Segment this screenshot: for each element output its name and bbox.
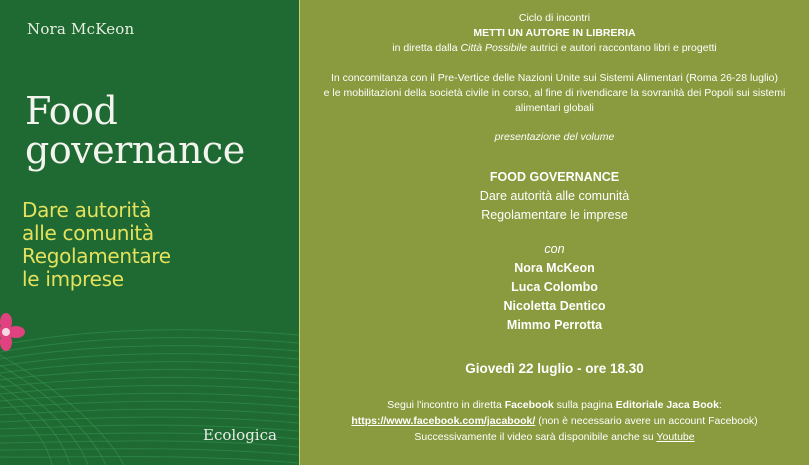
presentation-label: presentazione del volume [494, 131, 615, 143]
cycle-label: Ciclo di incontri [518, 12, 591, 24]
cover-series: Ecologica [203, 426, 277, 444]
cover-subtitle-line: Dare autorità [22, 198, 152, 222]
cover-title-line: Food [25, 89, 118, 133]
context-line: alimentari globali [515, 102, 594, 114]
live-line [300, 42, 809, 54]
speaker-name: Mimmo Perrotta [506, 318, 603, 332]
live-prefix: in diretta dalla [392, 42, 461, 54]
flower-logo-icon [0, 312, 26, 352]
follow-prefix: Segui l'incontro in diretta [387, 399, 505, 411]
event-datetime: Giovedì 22 luglio - ore 18.30 [465, 361, 644, 376]
book-subtitle: Dare autorità alle comunità [479, 189, 630, 203]
book-cover [0, 0, 299, 465]
cover-subtitle-line: alle comunità [22, 221, 154, 245]
live-venue: Città Possibile [460, 42, 528, 54]
book-title: FOOD GOVERNANCE [489, 170, 620, 184]
event-info [300, 0, 809, 465]
speaker-name: Nicoletta Dentico [503, 299, 606, 313]
facebook-line [300, 415, 809, 427]
cover-author: Nora McKeon [27, 20, 135, 38]
follow-line [300, 399, 809, 411]
follow-page: Editoriale Jaca Book [615, 399, 719, 411]
follow-mid: sulla pagina [553, 399, 616, 411]
follow-suffix: : [718, 399, 722, 411]
cover-subtitle [22, 199, 171, 291]
with-label: con [544, 242, 565, 256]
speaker-name: Nora McKeon [514, 261, 595, 275]
follow-platform: Facebook [504, 399, 554, 411]
facebook-note: (non è necessario avere un account Facebook) [535, 415, 758, 427]
book-subtitle: Regolamentare le imprese [481, 208, 628, 222]
live-suffix: autrici e autori raccontano libri e progetti [527, 42, 717, 54]
later-line [300, 431, 809, 443]
cover-title-line: governance [25, 128, 245, 172]
series-name: METTI UN AUTORE IN LIBRERIA [473, 27, 636, 39]
cover-subtitle-line: le imprese [22, 267, 124, 291]
speaker-name: Luca Colombo [511, 280, 598, 294]
cover-title [25, 89, 245, 172]
cover-subtitle-line: Regolamentare [22, 244, 171, 268]
later-prefix: Successivamente il video sarà disponibile anche su [414, 431, 657, 443]
youtube-link[interactable]: Youtube [656, 431, 695, 443]
context-line: In concomitanza con il Pre-Vertice delle Nazioni Unite sui Sistemi Alimentari (Roma 26-28 luglio) [330, 72, 779, 84]
context-line: e le mobilitazioni della società civile in corso, al fine di rivendicare la sovranità dei Popoli sui sistemi [323, 87, 786, 99]
facebook-link[interactable]: https://www.facebook.com/jacabook/ [351, 415, 536, 427]
